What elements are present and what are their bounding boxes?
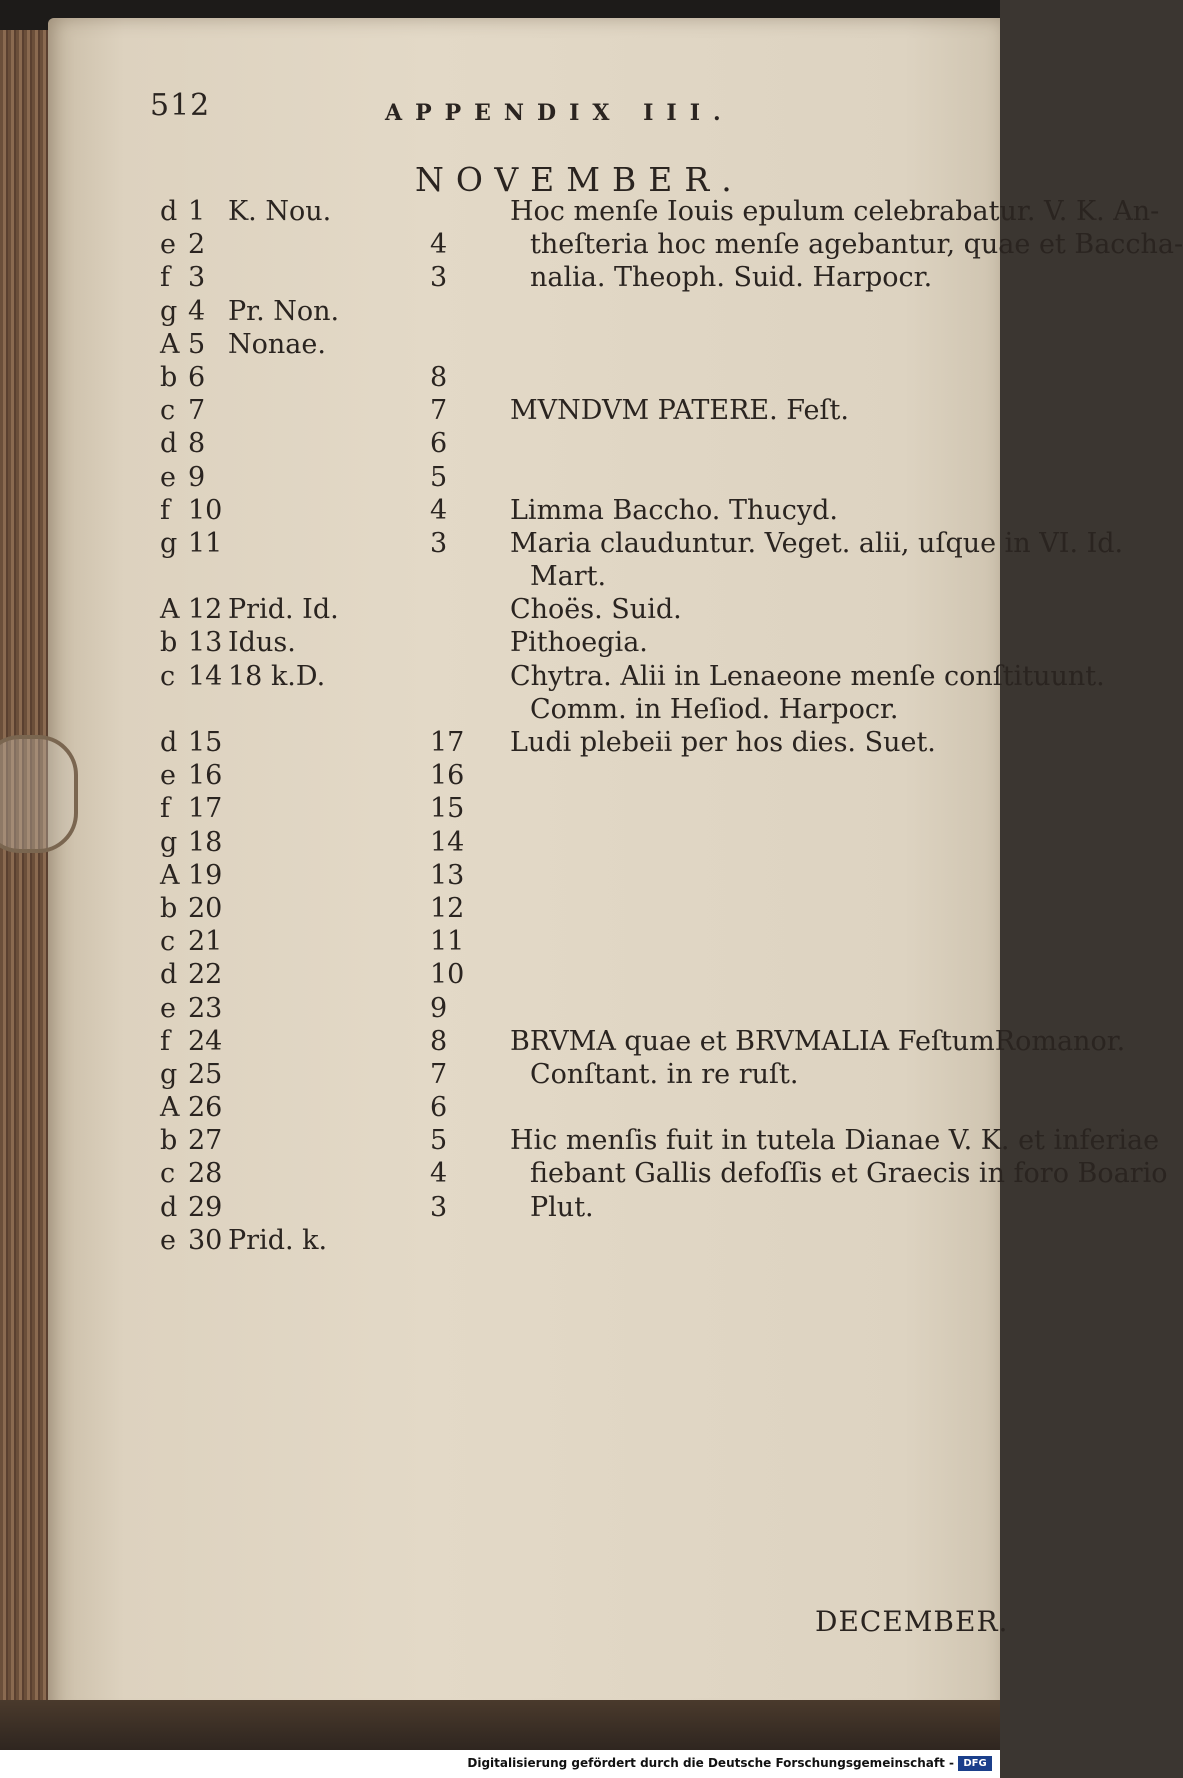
roman-date: 14	[430, 826, 465, 858]
calendar-row	[160, 1025, 1126, 1059]
dominical-letter: e	[160, 760, 176, 792]
calendar-note: MVNDVM PATERE. Feſt.	[510, 395, 849, 427]
roman-date: 4	[430, 1158, 448, 1190]
calendar-note: nalia. Theoph. Suid. Harpocr.	[530, 262, 933, 294]
page-clip	[0, 735, 78, 853]
calendar-note: Hic menſis fuit in tutela Dianae V. K. et inferiae	[510, 1125, 1160, 1157]
roman-date: 13	[430, 859, 465, 891]
calendar-row	[160, 926, 980, 959]
calendar-row	[160, 428, 980, 461]
dominical-letter: g	[160, 295, 178, 327]
calendar-note: Conſtant. in re ruſt.	[530, 1058, 799, 1090]
dominical-letter: b	[160, 627, 178, 659]
day-number: 17	[188, 793, 223, 825]
calendar-row	[160, 1158, 1168, 1191]
roman-date: 7	[430, 395, 448, 427]
dominical-letter: g	[160, 527, 178, 559]
day-number: 30	[188, 1224, 223, 1256]
calendar-note: Plut.	[530, 1191, 594, 1223]
dominical-letter: c	[160, 660, 176, 692]
day-number: 5	[188, 328, 206, 360]
calendar-note: Pithoegia.	[510, 627, 648, 659]
roman-date: 8	[430, 1025, 448, 1057]
calendar-row	[160, 893, 980, 926]
roman-date: 4	[430, 229, 448, 261]
day-number: 27	[188, 1125, 223, 1157]
day-number: 14	[188, 660, 223, 692]
day-number: 24	[188, 1025, 223, 1057]
calendar-note: Limma Baccho. Thucyd.	[510, 494, 838, 526]
calendar-note: Choës. Suid.	[510, 594, 682, 626]
roman-date: 6	[430, 1092, 448, 1124]
calendar-table	[160, 196, 1183, 1258]
calendar-row	[160, 362, 980, 395]
day-number: 21	[188, 926, 223, 958]
day-number: 25	[188, 1058, 223, 1090]
calendar-row	[160, 1092, 980, 1125]
dominical-letter: d	[160, 196, 178, 227]
calendar-row	[160, 627, 980, 660]
dominical-letter: d	[160, 959, 178, 991]
calendar-row	[160, 1059, 980, 1092]
calendar-row	[160, 561, 980, 594]
dominical-letter: e	[160, 229, 176, 261]
calendar-row	[160, 860, 980, 893]
day-number: 10	[188, 494, 223, 526]
dominical-letter: e	[160, 461, 176, 493]
dominical-letter: e	[160, 992, 176, 1024]
roman-date: 7	[430, 1058, 448, 1090]
day-number: 19	[188, 859, 223, 891]
calendar-row	[160, 296, 980, 329]
roman-date: 18 k.D.	[228, 660, 326, 692]
dominical-letter: f	[160, 793, 170, 825]
day-number: 6	[188, 361, 206, 393]
calendar-row	[160, 827, 980, 860]
roman-date: Prid. Id.	[228, 594, 339, 626]
dominical-letter: d	[160, 1191, 178, 1223]
dominical-letter: d	[160, 428, 178, 460]
day-number: 29	[188, 1191, 223, 1223]
day-number: 7	[188, 395, 206, 427]
dominical-letter: A	[160, 594, 180, 626]
roman-date: 16	[430, 760, 465, 792]
dominical-letter: f	[160, 1025, 170, 1057]
roman-date: 10	[430, 959, 465, 991]
calendar-row	[160, 495, 980, 528]
calendar-row	[160, 594, 980, 627]
roman-date: 3	[430, 262, 448, 294]
roman-date: Prid. k.	[228, 1224, 328, 1256]
day-number: 11	[188, 527, 223, 559]
day-number: 18	[188, 826, 223, 858]
roman-date: 5	[430, 461, 448, 493]
calendar-row	[160, 395, 980, 428]
dominical-letter: g	[160, 826, 178, 858]
calendar-row	[160, 527, 1124, 561]
dominical-letter: d	[160, 727, 178, 758]
dominical-letter: g	[160, 1058, 178, 1090]
catchword: DECEMBER.	[815, 1605, 1009, 1638]
day-number: 12	[188, 594, 223, 626]
calendar-row	[160, 760, 980, 793]
dominical-letter: c	[160, 1158, 176, 1190]
dominical-letter: e	[160, 1224, 176, 1256]
calendar-row	[160, 959, 980, 992]
day-number: 4	[188, 295, 206, 327]
calendar-row	[160, 793, 980, 826]
roman-date: Nonae.	[228, 328, 326, 360]
calendar-row	[160, 1192, 980, 1225]
roman-date: 5	[430, 1125, 448, 1157]
calendar-row	[160, 727, 980, 760]
day-number: 16	[188, 760, 223, 792]
calendar-note: BRVMA quae et BRVMALIA FeſtumRomanor.	[510, 1025, 1126, 1057]
book-bottom-edge	[0, 1700, 1000, 1750]
calendar-note: Mart.	[530, 561, 607, 593]
day-number: 23	[188, 992, 223, 1024]
calendar-row	[160, 1225, 980, 1258]
calendar-row	[160, 196, 1160, 229]
dominical-letter: f	[160, 262, 170, 294]
calendar-row	[160, 993, 980, 1026]
day-number: 15	[188, 727, 223, 758]
dominical-letter: A	[160, 1092, 180, 1124]
day-number: 8	[188, 428, 206, 460]
calendar-note: Hoc menſe Iouis epulum celebrabatur. V. K. An-	[510, 196, 1160, 227]
roman-date: 6	[430, 428, 448, 460]
dominical-letter: b	[160, 1125, 178, 1157]
dominical-letter: f	[160, 494, 170, 526]
roman-date: 4	[430, 494, 448, 526]
day-number: 3	[188, 262, 206, 294]
dominical-letter: A	[160, 328, 180, 360]
dominical-letter: c	[160, 926, 176, 958]
day-number: 2	[188, 229, 206, 261]
calendar-row	[160, 694, 980, 727]
roman-date: 15	[430, 793, 465, 825]
running-head: APPENDIX III.	[385, 100, 734, 126]
day-number: 28	[188, 1158, 223, 1190]
roman-date: K. Nou.	[228, 196, 332, 227]
calendar-row	[160, 660, 1105, 694]
calendar-row	[160, 462, 980, 495]
day-number: 13	[188, 627, 223, 659]
dominical-letter: b	[160, 361, 178, 393]
calendar-note: Ludi plebeii per hos dies. Suet.	[510, 727, 936, 758]
roman-date: 8	[430, 361, 448, 393]
calendar-row	[160, 329, 980, 362]
page-number: 512	[150, 88, 211, 123]
dominical-letter: b	[160, 892, 178, 924]
calendar-note: fiebant Gallis defoſſis et Graecis in foro Boario	[530, 1158, 1168, 1190]
day-number: 1	[188, 196, 206, 227]
footer-credit: Digitalisierung gefördert durch die Deutsche Forschungsgemeinschaft -	[467, 1756, 954, 1770]
day-number: 26	[188, 1092, 223, 1124]
roman-date: 12	[430, 892, 465, 924]
roman-date: Pr. Non.	[228, 295, 340, 327]
dominical-letter: c	[160, 395, 176, 427]
calendar-row	[160, 262, 980, 295]
roman-date: 17	[430, 727, 465, 758]
calendar-row	[160, 1125, 1160, 1158]
roman-date: 9	[430, 992, 448, 1024]
month-title: NOVEMBER.	[415, 160, 744, 199]
dominical-letter: A	[160, 859, 180, 891]
calendar-row	[160, 229, 1183, 262]
calendar-note: Comm. in Heſiod. Harpocr.	[530, 693, 899, 725]
calendar-note: theſteria hoc menſe agebantur, quae et Baccha-	[530, 229, 1183, 261]
dfg-logo: DFG	[958, 1756, 992, 1771]
roman-date: Idus.	[228, 627, 296, 659]
day-number: 9	[188, 461, 206, 493]
roman-date: 3	[430, 527, 448, 559]
day-number: 20	[188, 892, 223, 924]
roman-date: 3	[430, 1191, 448, 1223]
calendar-note: Chytra. Alii in Lenaeone menſe conſtituunt.	[510, 660, 1105, 692]
day-number: 22	[188, 959, 223, 991]
roman-date: 11	[430, 926, 465, 958]
calendar-note: Maria clauduntur. Veget. alii, uſque in VI. Id.	[510, 527, 1124, 559]
